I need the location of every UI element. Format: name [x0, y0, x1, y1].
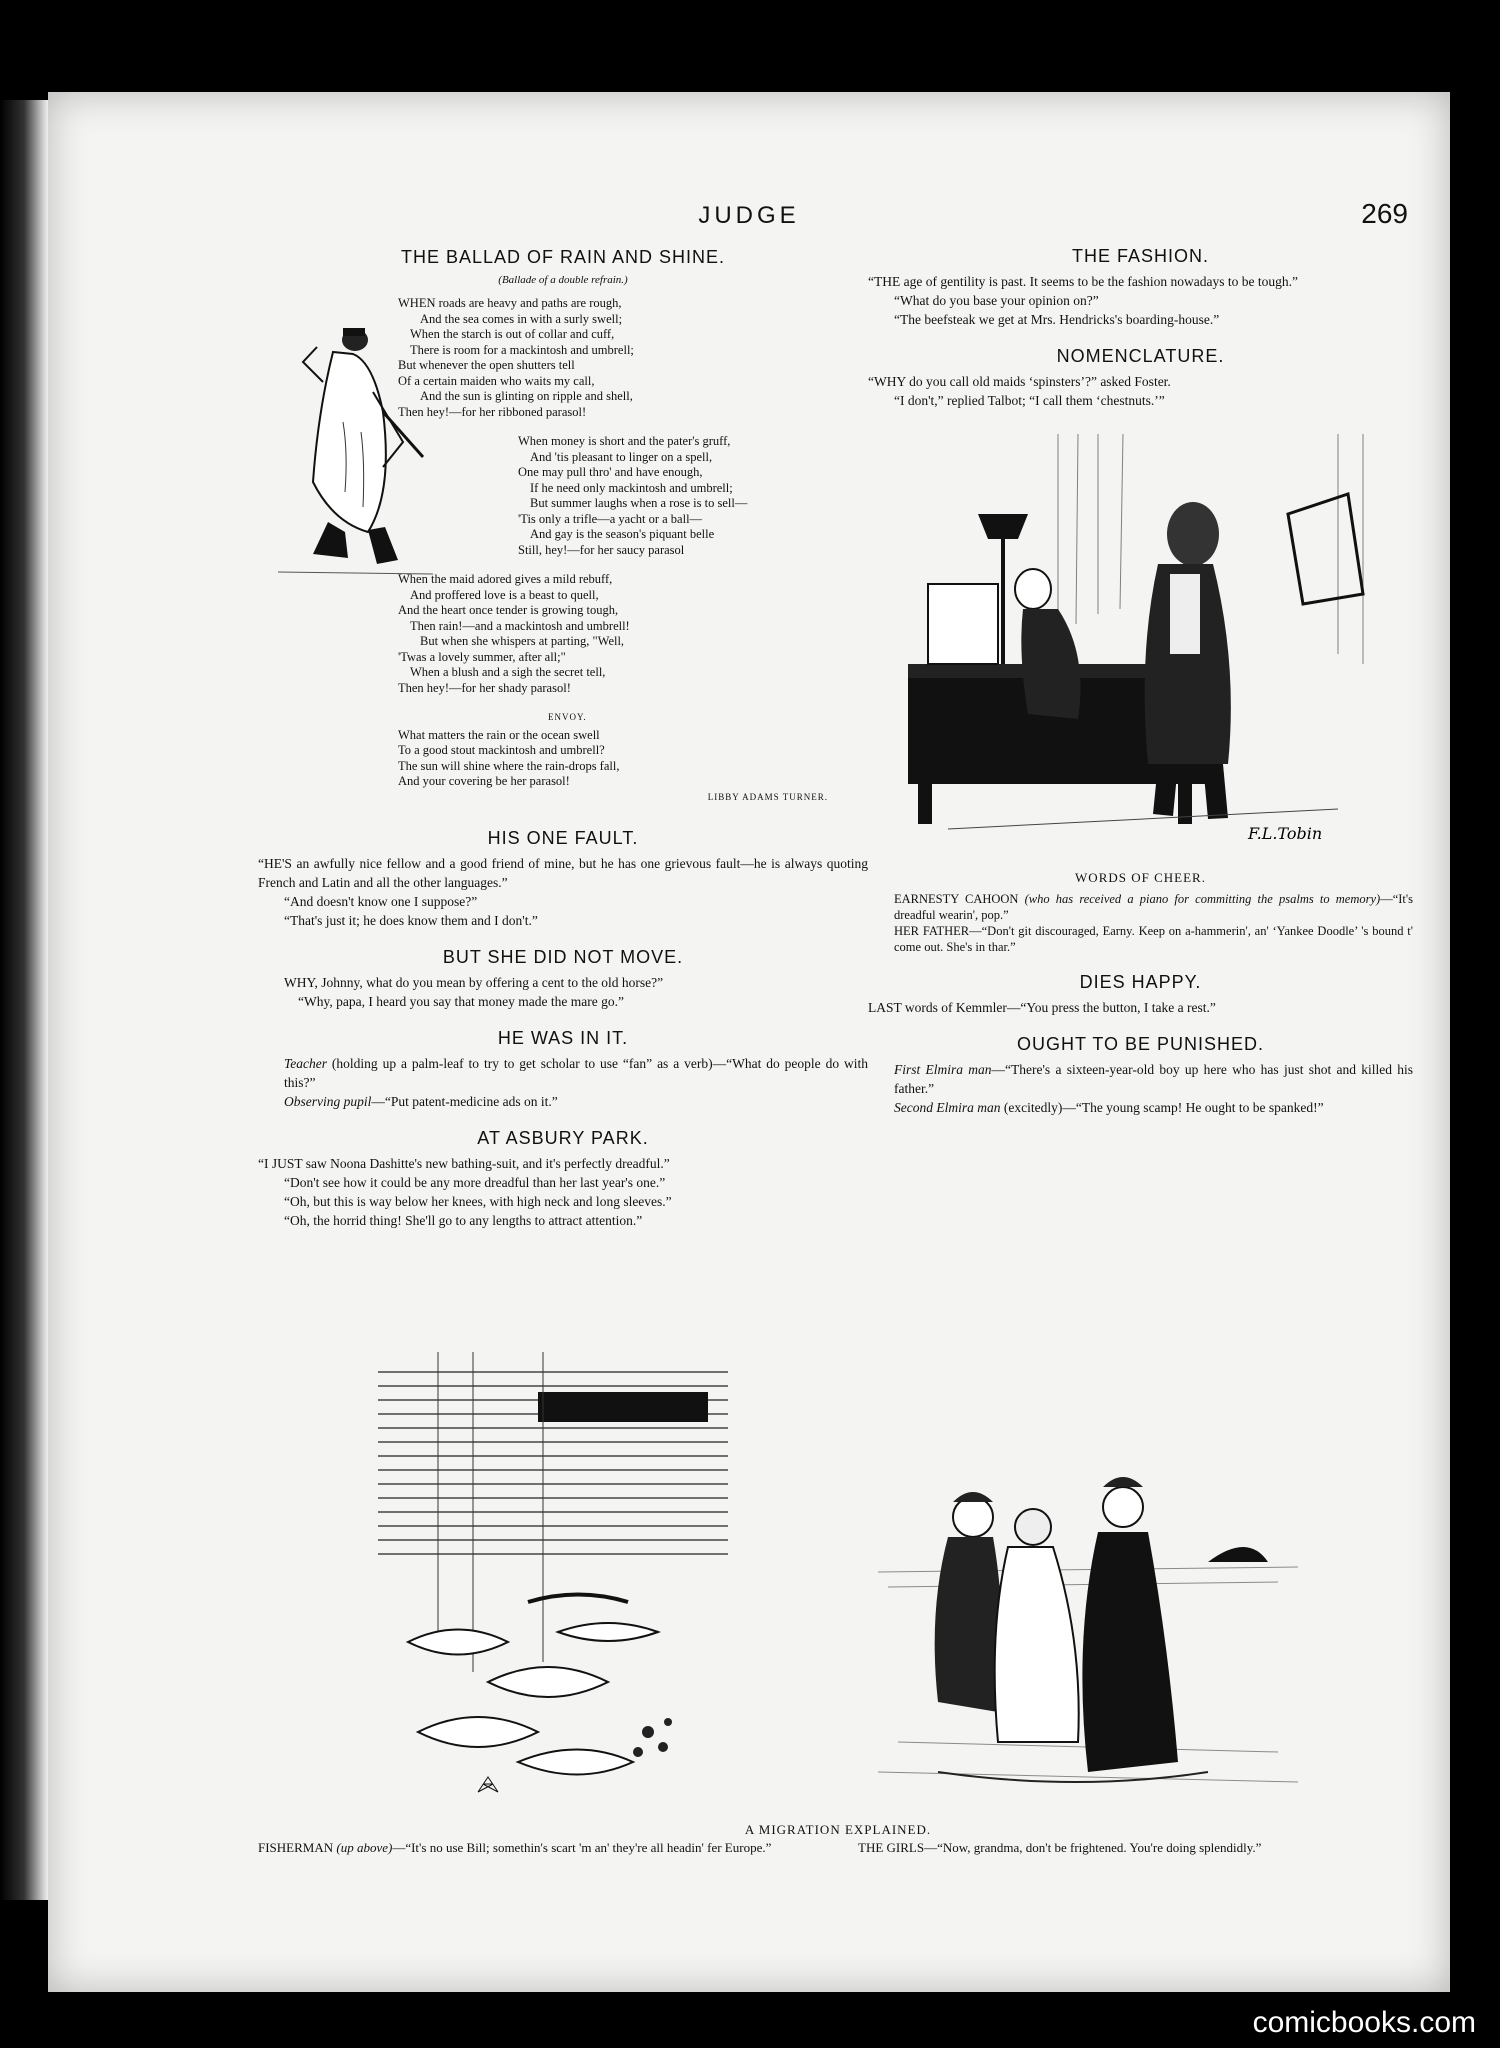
ballad-subtitle: (Ballade of a double refrain.) [498, 274, 628, 286]
text: —“Put patent-medicine ads on it.” [371, 1094, 558, 1109]
migration-title: A MIGRATION EXPLAINED. [744, 1822, 932, 1837]
paragraph: “Don't see how it could be any more dreadful than her last year's one.” [284, 1175, 666, 1190]
poem-line: But summer laughs when a rose is to sell— [530, 496, 748, 510]
text: —“Now, grandma, don't be frightened. You're doing splendidly.” [924, 1840, 1262, 1855]
poem-line: And the sun is glinting on ripple and shell, [420, 389, 633, 403]
paragraph [258, 1092, 868, 1111]
poem-line: 'Twas a lovely summer, after all;" [398, 649, 566, 664]
poem-line: Then rain!—and a mackintosh and umbrell! [410, 618, 630, 633]
poem-line: Of a certain maiden who waits my call, [398, 373, 595, 388]
paragraph: “What do you base your opinion on?” [894, 293, 1099, 308]
paragraph [868, 891, 1413, 923]
paragraph: “Oh, but this is way below her knees, with high neck and long sleeves.” [284, 1194, 672, 1209]
text: —“It's no use Bill; somethin's scart 'm an' they're all headin' fer Europe.” [392, 1840, 772, 1855]
did-not-move-title: BUT SHE DID NOT MOVE. [442, 947, 684, 967]
piano-illustration [908, 434, 1383, 854]
note: (up above) [336, 1840, 393, 1855]
poem-line: If he need only mackintosh and umbrell; [530, 480, 733, 495]
poem-line: But when she whispers at parting, "Well, [420, 634, 625, 648]
paragraph: “And doesn't know one I suppose?” [284, 894, 478, 909]
poem-line: What matters the rain or the ocean swell [398, 727, 600, 742]
page-number: 269 [1361, 198, 1408, 229]
text: —“Don't git discouraged, Earny. Keep on a-hammerin', an' ‘Yankee Doodle’ 's bound t' come out. She's in thar.” [894, 924, 1413, 954]
watermark: comicbooks.com [1252, 2006, 1476, 2039]
stanza-3 [398, 572, 868, 696]
his-one-fault-title: HIS ONE FAULT. [487, 828, 639, 848]
poem-line: There is room for a mackintosh and umbrell; [410, 342, 634, 357]
paragraph: “WHY do you call old maids ‘spinsters’?” asked Foster. [868, 374, 1171, 389]
dies-happy-title: DIES HAPPY. [1079, 972, 1202, 992]
paragraph: “I JUST saw Noona Dashitte's new bathing-suit, and it's perfectly dreadful.” [258, 1156, 670, 1171]
text: —“It's dreadful wearin', pop.” [894, 892, 1413, 922]
fisherman-quote [258, 1840, 818, 1856]
speaker: THE GIRLS [858, 1840, 925, 1855]
page [48, 92, 1450, 1992]
poem-line: And 'tis pleasant to linger on a spell, [530, 449, 713, 464]
text: (excitedly)—“The young scamp! He ought to be spanked!” [1003, 1100, 1324, 1115]
paragraph: LAST words of Kemmler—“You press the button, I take a rest.” [868, 1000, 1216, 1015]
paragraph: “That's just it; he does know them and I don't.” [284, 913, 538, 928]
poem-line: When the starch is out of collar and cuff, [410, 327, 615, 341]
asbury-park-title: AT ASBURY PARK. [477, 1128, 649, 1148]
paragraph: “Oh, the horrid thing! She'll go to any lengths to attract attention.” [284, 1213, 643, 1228]
fashion-title: THE FASHION. [1071, 246, 1209, 266]
poem-line: Still, hey!—for her saucy parasol [518, 542, 685, 557]
paragraph: “HE'S an awfully nice fellow and a good friend of mine, but he has one grievous fault—he is always quoting French and Latin and all the other languages.” [258, 856, 868, 890]
stanza-2 [518, 434, 868, 558]
paragraph [868, 1098, 1413, 1117]
artist-signature: F.L.Tobin [1248, 824, 1323, 843]
speaker: Second Elmira man [894, 1100, 1001, 1115]
speaker: Observing pupil [284, 1094, 372, 1109]
poem-line: But whenever the open shutters tell [398, 358, 575, 372]
speaker: HER FATHER [894, 924, 970, 938]
poem-line: When the maid adored gives a mild rebuff, [398, 572, 613, 586]
beach-girls-illustration [878, 1442, 1298, 1822]
poem-line: And proffered love is a beast to quell, [410, 587, 599, 602]
poem-line: When money is short and the pater's gruff, [518, 434, 731, 448]
poem-line: When a blush and a sigh the secret tell, [410, 665, 606, 679]
poem-line: Then hey!—for her shady parasol! [398, 680, 571, 695]
text: (holding up a palm-leaf to try to get scholar to use “fan” as a verb)—“What do people do with this?” [284, 1056, 868, 1090]
paragraph: WHY, Johnny, what do you mean by offering a cent to the old horse?” [284, 975, 664, 990]
poem-line: And gay is the season's piquant belle [530, 527, 715, 541]
poem-line: 'Tis only a trifle—a yacht or a ball— [518, 511, 703, 526]
text: —“There's a sixteen-year-old boy up here who has just shot and killed his father.” [894, 1062, 1413, 1096]
girls-quote [858, 1840, 1418, 1856]
was-in-it-title: HE WAS IN IT. [497, 1028, 629, 1048]
ought-to-be-punished-title: OUGHT TO BE PUNISHED. [1016, 1034, 1265, 1054]
paragraph: “The beefsteak we get at Mrs. Hendricks's boarding-house.” [894, 312, 1220, 327]
paragraph: “THE age of gentility is past. It seems to be the fashion nowadays to be tough.” [868, 274, 1299, 289]
stanza-1 [398, 296, 868, 420]
poem-line: And the heart once tender is growing tough, [398, 603, 619, 617]
paragraph: “I don't,” replied Talbot; “I call them ‘chestnuts.’” [894, 393, 1165, 408]
speaker: EARNESTY CAHOON [894, 892, 1019, 906]
poem-line: And your covering be her parasol! [398, 774, 570, 788]
envoy-heading: ENVOY. [548, 712, 587, 722]
paragraph: “Why, papa, I heard you say that money made the mare go.” [298, 994, 624, 1009]
poem-line: And the sea comes in with a surly swell; [420, 311, 623, 326]
poem-line: One may pull thro' and have enough, [518, 465, 703, 479]
speaker: FISHERMAN [258, 1840, 334, 1855]
envoy [398, 728, 868, 790]
migration-caption [258, 1822, 1418, 1856]
words-of-cheer-title: WORDS OF CHEER. [1075, 870, 1206, 885]
nomenclature-title: NOMENCLATURE. [1056, 346, 1225, 366]
fish-underwater-illustration [378, 1352, 728, 1812]
masthead: JUDGE [698, 202, 800, 229]
ballad-title: THE BALLAD OF RAIN AND SHINE. [400, 247, 726, 267]
poem-line: Then hey!—for her ribboned parasol! [398, 404, 587, 419]
speaker: First Elmira man [894, 1062, 992, 1077]
poem-author: LIBBY ADAMS TURNER. [707, 791, 828, 802]
speaker: Teacher [284, 1056, 327, 1071]
paragraph [258, 1054, 868, 1092]
poem-line: The sun will shine where the rain-drops fall, [398, 758, 620, 773]
paragraph [868, 923, 1413, 955]
paragraph [868, 1060, 1413, 1098]
poem-line: WHEN roads are heavy and paths are rough, [398, 296, 622, 310]
page-left-edge [0, 100, 48, 1900]
poem-line: To a good stout mackintosh and umbrell? [398, 743, 605, 757]
note: (who has received a piano for committing the psalms to memory) [1024, 892, 1381, 906]
